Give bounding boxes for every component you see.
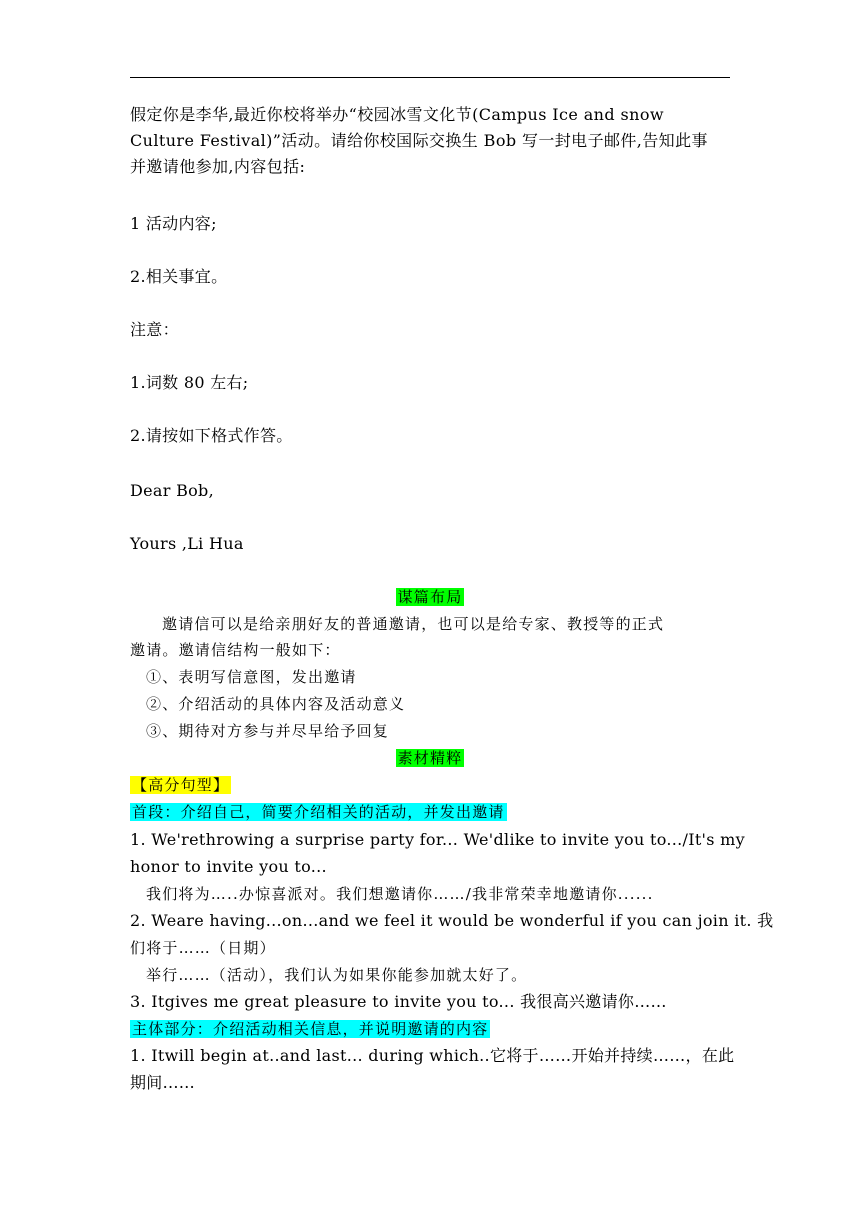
subhead-sentences: 【高分句型】 (132, 776, 230, 794)
prompt-line-3: 并邀请他参加,内容包括: (130, 157, 306, 176)
sentence-2-cn: 举行……（活动），我们认为如果你能参加就太好了。 (146, 966, 528, 984)
body-sentence-1-line-2: 期间...… (130, 1073, 196, 1092)
structure-item-2: ②、介绍活动的具体内容及活动意义 (146, 695, 406, 713)
closing: Yours ,Li Hua (130, 534, 244, 553)
section1-body-line-2: 邀请。邀请信结构一般如下： (130, 641, 341, 659)
content-item-2: 2.相关事宜。 (130, 267, 228, 286)
task-prompt (130, 102, 730, 180)
content-item-1: 1 活动内容; (130, 214, 217, 233)
body-sentence-1-line-1: 1. Itwill begin at..and last... during which..它将于……开始并持续……，在此 (130, 1046, 735, 1065)
part1-title: 首段：介绍自己，简要介绍相关的活动，并发出邀请 (132, 803, 505, 821)
note-1: 1.词数 80 左右; (130, 373, 249, 392)
structure-item-3: ③、期待对方参与并尽早给予回复 (146, 722, 390, 740)
header-rule (130, 77, 730, 78)
sentence-2-line-1: 2. Weare having...on...and we feel it would be wonderful if you can join it. 我 (130, 911, 774, 930)
sentence-2-line-2: 们将于……（日期） (130, 939, 276, 957)
section1-body-line-1: 邀请信可以是给亲朋好友的普通邀请，也可以是给专家、教授等的正式 (162, 615, 665, 633)
sentence-1-line-2: honor to invite you to... (130, 857, 327, 876)
structure-item-1: ①、表明写信意图，发出邀请 (146, 668, 357, 686)
note-title: 注意： (130, 320, 179, 339)
note-2: 2.请按如下格式作答。 (130, 426, 293, 445)
section-title-layout: 谋篇布局 (397, 588, 463, 606)
sentence-1-line-1: 1. We'rethrowing a surprise party for... We'dlike to invite you to.../It's my (130, 830, 745, 849)
part2-title: 主体部分：介绍活动相关信息，并说明邀请的内容 (132, 1020, 489, 1038)
greeting: Dear Bob, (130, 481, 214, 500)
prompt-line-2: Culture Festival)”活动。请给你校国际交换生 Bob 写一封电子邮件,告知此事 (130, 131, 708, 150)
prompt-line-1: 假定你是李华,最近你校将举办“校园冰雪文化节(Campus Ice and snow (130, 105, 664, 124)
sentence-1-cn: 我们将为…..办惊喜派对。我们想邀请你……/我非常荣幸地邀请你...... (146, 885, 654, 903)
sentence-3-line-1: 3. Itgives me great pleasure to invite you to... 我很高兴邀请你…… (130, 992, 667, 1011)
section-title-materials: 素材精粹 (397, 749, 463, 767)
